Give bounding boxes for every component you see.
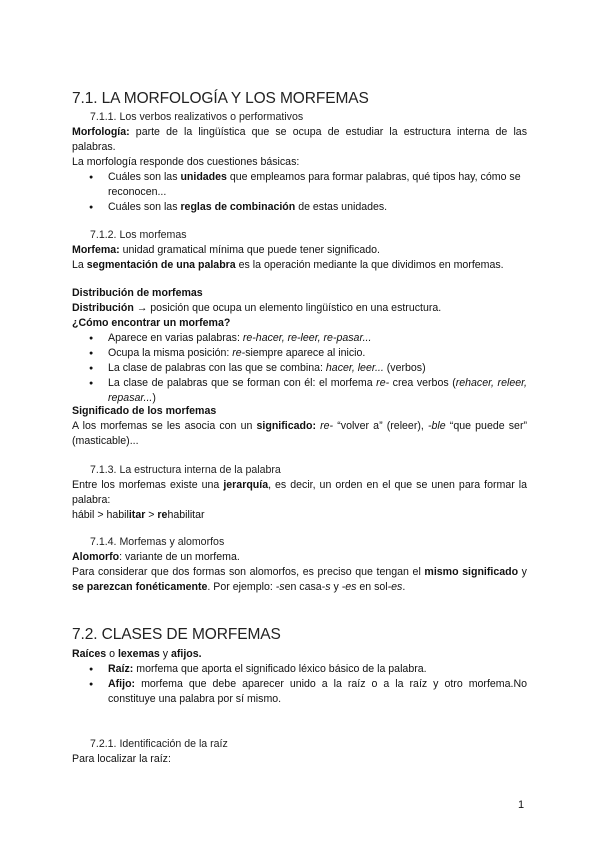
habil-example: hábil > habilitar > rehabilitar [72,509,205,521]
list-item: ● Aparece en varias palabras: re-hacer, re-leer, re-pasar... [72,331,527,346]
list-item: ● Afijo: morfema que debe aparecer unido a la raíz o a la raíz y otro morfema.No constituye una palabra por sí mismo. [72,677,527,707]
term: Morfología: [72,126,130,138]
localizar-raiz: Para localizar la raíz: [72,753,171,765]
bullet-list-criterios [72,331,527,406]
alomorfo-text: Para considerar que dos formas son alomorfos, es preciso que tengan el mismo significado y se parezcan fonéticamente. Por ejemplo: -sen casa-s y -es en sol-es. [72,566,527,593]
list-item: ● La clase de palabras que se forman con él: el morfema re- crea verbos (rehacer, releer, repasar...) [72,376,527,406]
como-encontrar-heading: ¿Cómo encontrar un morfema? [72,317,231,329]
bullet-list-clases [72,662,527,707]
morfologia-responde: La morfología responde dos cuestiones básicas: [72,156,300,168]
distribucion-heading: Distribución de morfemas [72,287,203,299]
subheading-7-2-1: 7.2.1. Identificación de la raíz [90,738,228,750]
list-item: ● Cuáles son las unidades que empleamos para formar palabras, qué tipos hay, cómo se reconocen... [72,170,527,200]
morfema-definition: Morfema: unidad gramatical mínima que puede tener significado. [72,244,380,256]
morfologia-definition [72,125,527,155]
list-item: ● Raíz: morfema que aporta el significado léxico básico de la palabra. [72,662,527,677]
significado-heading: Significado de los morfemas [72,405,217,417]
alomorfo-definition: Alomorfo: variante de un morfema. [72,551,240,563]
list-item: ● Cuáles son las reglas de combinación de estas unidades. [72,200,527,215]
subheading-7-1-3: 7.1.3. La estructura interna de la palabra [90,464,281,476]
significado-text: A los morfemas se les asocia con un significado: re- “volver a” (releer), -ble “que puede ser” (masticable)... [72,420,528,447]
bullet-list-cuestiones [72,170,527,215]
section-heading-7-2: 7.2. CLASES DE MORFEMAS [72,626,281,643]
page-number: 1 [518,799,525,811]
raices-afijos: Raíces o lexemas y afijos. [72,648,202,660]
text: parte de la lingüística que se ocupa de estudiar la estructura interna de las palabras. [72,126,527,153]
distribucion-definition: Distribución → posición que ocupa un elemento lingüístico en una estructura. [72,302,442,314]
jerarquia-text: Entre los morfemas existe una jerarquía, es decir, un orden en el que se unen para formar la palabra: [72,479,527,506]
subheading-7-1-4: 7.1.4. Morfemas y alomorfos [90,536,225,548]
list-item: ● Ocupa la misma posición: re-siempre aparece al inicio. [72,346,527,361]
segmentacion-text: La segmentación de una palabra es la operación mediante la que dividimos en morfemas. [72,259,504,271]
subheading-7-1-2: 7.1.2. Los morfemas [90,229,187,241]
list-item: ● La clase de palabras con las que se combina: hacer, leer... (verbos) [72,361,527,376]
section-heading-7-1: 7.1. LA MORFOLOGÍA Y LOS MORFEMAS [72,90,369,107]
subheading-7-1-1: 7.1.1. Los verbos realizativos o performativos [90,111,304,123]
